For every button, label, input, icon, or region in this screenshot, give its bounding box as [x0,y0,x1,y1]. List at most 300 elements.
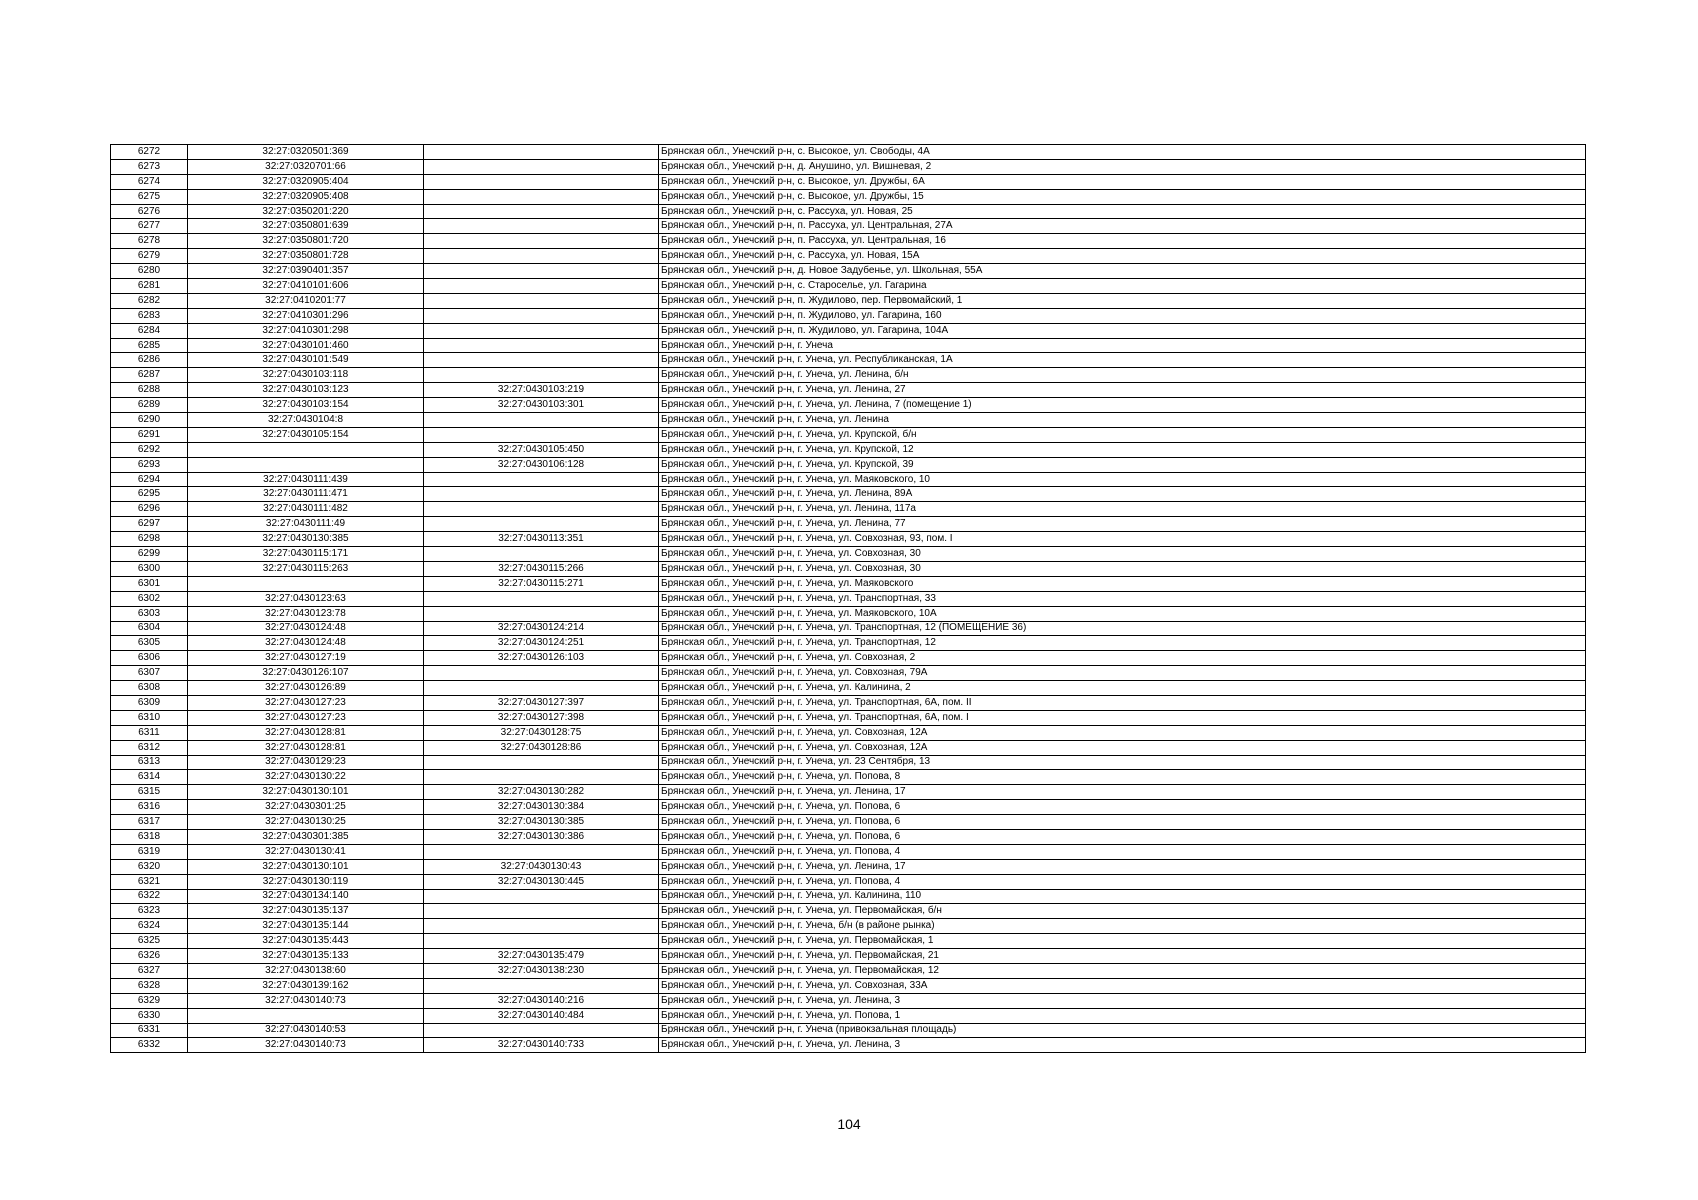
table-row [111,145,1586,160]
address-cell: Брянская обл., Унечский р-н, г. Унеча, ул. Попова, 8 [659,770,1586,785]
linked-cadastral-number-cell [424,755,659,770]
table-row [111,1008,1586,1023]
cadastral-number-cell: 32:27:0430135:137 [188,904,424,919]
address-cell: Брянская обл., Унечский р-н, д. Новое Задубенье, ул. Школьная, 55А [659,264,1586,279]
row-number-cell: 6295 [111,487,188,502]
linked-cadastral-number-cell [424,189,659,204]
row-number-cell: 6321 [111,874,188,889]
address-cell: Брянская обл., Унечский р-н, г. Унеча, б/н (в районе рынка) [659,919,1586,934]
table-row [111,681,1586,696]
address-cell: Брянская обл., Унечский р-н, г. Унеча, ул. Транспортная, 12 (ПОМЕЩЕНИЕ 36) [659,621,1586,636]
table-row [111,204,1586,219]
cadastral-number-cell: 32:27:0320905:404 [188,174,424,189]
row-number-cell: 6307 [111,666,188,681]
cadastral-number-cell: 32:27:0430111:49 [188,517,424,532]
linked-cadastral-number-cell [424,591,659,606]
cadastral-number-cell: 32:27:0430111:439 [188,472,424,487]
cadastral-number-cell: 32:27:0430115:263 [188,561,424,576]
table-row [111,651,1586,666]
cadastral-number-cell [188,1008,424,1023]
table-row [111,815,1586,830]
cadastral-number-cell: 32:27:0430130:101 [188,859,424,874]
table-row [111,919,1586,934]
cadastral-number-cell: 32:27:0430130:22 [188,770,424,785]
linked-cadastral-number-cell [424,487,659,502]
address-cell: Брянская обл., Унечский р-н, г. Унеча, ул. Ленина, 3 [659,1038,1586,1053]
address-cell: Брянская обл., Унечский р-н, п. Рассуха, ул. Центральная, 16 [659,234,1586,249]
table-row [111,174,1586,189]
cadastral-number-cell: 32:27:0430101:460 [188,338,424,353]
row-number-cell: 6288 [111,383,188,398]
cadastral-number-cell: 32:27:0430128:81 [188,725,424,740]
row-number-cell: 6294 [111,472,188,487]
table-row [111,234,1586,249]
cadastral-number-cell: 32:27:0430111:482 [188,502,424,517]
row-number-cell: 6273 [111,159,188,174]
table-row [111,457,1586,472]
cadastral-number-cell: 32:27:0430130:41 [188,844,424,859]
cadastral-number-cell: 32:27:0410301:298 [188,323,424,338]
row-number-cell: 6287 [111,368,188,383]
address-cell: Брянская обл., Унечский р-н, с. Рассуха, ул. Новая, 15А [659,249,1586,264]
linked-cadastral-number-cell [424,770,659,785]
linked-cadastral-number-cell [424,293,659,308]
table-row [111,785,1586,800]
table-row [111,249,1586,264]
address-cell: Брянская обл., Унечский р-н, г. Унеча, ул. Попова, 6 [659,829,1586,844]
cadastral-number-cell: 32:27:0430124:48 [188,636,424,651]
table-row [111,963,1586,978]
address-cell: Брянская обл., Унечский р-н, г. Унеча, ул. Ленина, 17 [659,859,1586,874]
row-number-cell: 6309 [111,695,188,710]
linked-cadastral-number-cell [424,219,659,234]
linked-cadastral-number-cell [424,368,659,383]
table-row [111,740,1586,755]
table-row [111,323,1586,338]
cadastral-number-cell: 32:27:0430103:123 [188,383,424,398]
table-row [111,829,1586,844]
cadastral-number-cell: 32:27:0430135:133 [188,949,424,964]
cadastral-number-cell: 32:27:0430105:154 [188,427,424,442]
table-row [111,874,1586,889]
linked-cadastral-number-cell: 32:27:0430113:351 [424,532,659,547]
linked-cadastral-number-cell: 32:27:0430130:43 [424,859,659,874]
property-register-table [110,144,1586,1053]
row-number-cell: 6280 [111,264,188,279]
address-cell: Брянская обл., Унечский р-н, г. Унеча, ул. Ленина [659,413,1586,428]
address-cell: Брянская обл., Унечский р-н, г. Унеча, ул. Первомайская, б/н [659,904,1586,919]
cadastral-number-cell: 32:27:0430101:549 [188,353,424,368]
address-cell: Брянская обл., Унечский р-н, с. Староселье, ул. Гагарина [659,279,1586,294]
linked-cadastral-number-cell: 32:27:0430115:266 [424,561,659,576]
table-row [111,710,1586,725]
table-row [111,576,1586,591]
cadastral-number-cell: 32:27:0430140:73 [188,993,424,1008]
row-number-cell: 6320 [111,859,188,874]
linked-cadastral-number-cell: 32:27:0430126:103 [424,651,659,666]
address-cell: Брянская обл., Унечский р-н, с. Высокое, ул. Дружбы, 15 [659,189,1586,204]
address-cell: Брянская обл., Унечский р-н, г. Унеча, ул. Попова, 4 [659,874,1586,889]
row-number-cell: 6315 [111,785,188,800]
linked-cadastral-number-cell [424,204,659,219]
linked-cadastral-number-cell [424,517,659,532]
address-cell: Брянская обл., Унечский р-н, г. Унеча, ул. Калинина, 110 [659,889,1586,904]
cadastral-number-cell: 32:27:0430135:144 [188,919,424,934]
cadastral-number-cell: 32:27:0430138:60 [188,963,424,978]
cadastral-number-cell: 32:27:0350801:720 [188,234,424,249]
address-cell: Брянская обл., Унечский р-н, г. Унеча, ул. Попова, 6 [659,815,1586,830]
row-number-cell: 6278 [111,234,188,249]
table-row [111,472,1586,487]
row-number-cell: 6279 [111,249,188,264]
row-number-cell: 6276 [111,204,188,219]
cadastral-number-cell: 32:27:0430126:107 [188,666,424,681]
cadastral-number-cell: 32:27:0430140:53 [188,1023,424,1038]
address-cell: Брянская обл., Унечский р-н, п. Жудилово, ул. Гагарина, 104А [659,323,1586,338]
linked-cadastral-number-cell [424,502,659,517]
linked-cadastral-number-cell [424,547,659,562]
linked-cadastral-number-cell [424,844,659,859]
linked-cadastral-number-cell [424,308,659,323]
table-row [111,725,1586,740]
address-cell: Брянская обл., Унечский р-н, г. Унеча, ул. Маяковского, 10 [659,472,1586,487]
address-cell: Брянская обл., Унечский р-н, г. Унеча, ул. Совхозная, 2 [659,651,1586,666]
cadastral-number-cell: 32:27:0430130:101 [188,785,424,800]
linked-cadastral-number-cell [424,338,659,353]
row-number-cell: 6311 [111,725,188,740]
address-cell: Брянская обл., Унечский р-н, г. Унеча, ул. Ленина, 77 [659,517,1586,532]
address-cell: Брянская обл., Унечский р-н, г. Унеча, ул. Ленина, б/н [659,368,1586,383]
row-number-cell: 6310 [111,710,188,725]
row-number-cell: 6327 [111,963,188,978]
row-number-cell: 6330 [111,1008,188,1023]
table-row [111,695,1586,710]
table-row [111,591,1586,606]
address-cell: Брянская обл., Унечский р-н, г. Унеча, ул. Транспортная, 6А, пом. II [659,695,1586,710]
row-number-cell: 6293 [111,457,188,472]
linked-cadastral-number-cell: 32:27:0430128:86 [424,740,659,755]
table-row [111,159,1586,174]
linked-cadastral-number-cell [424,353,659,368]
address-cell: Брянская обл., Унечский р-н, г. Унеча, ул. Совхозная, 12А [659,725,1586,740]
address-cell: Брянская обл., Унечский р-н, п. Жудилово, ул. Гагарина, 160 [659,308,1586,323]
linked-cadastral-number-cell: 32:27:0430130:385 [424,815,659,830]
linked-cadastral-number-cell [424,919,659,934]
table-row [111,889,1586,904]
cadastral-number-cell: 32:27:0430115:171 [188,547,424,562]
cadastral-number-cell: 32:27:0430135:443 [188,934,424,949]
row-number-cell: 6329 [111,993,188,1008]
row-number-cell: 6299 [111,547,188,562]
table-row [111,800,1586,815]
cadastral-number-cell: 32:27:0430126:89 [188,681,424,696]
table-row [111,606,1586,621]
address-cell: Брянская обл., Унечский р-н, г. Унеча, ул. Транспортная, 12 [659,636,1586,651]
address-cell: Брянская обл., Унечский р-н, г. Унеча, ул. Ленина, 27 [659,383,1586,398]
table-row [111,770,1586,785]
table-row [111,636,1586,651]
table-row [111,1038,1586,1053]
linked-cadastral-number-cell [424,934,659,949]
address-cell: Брянская обл., Унечский р-н, г. Унеча, ул. Ленина, 89А [659,487,1586,502]
address-cell: Брянская обл., Унечский р-н, г. Унеча, ул. Калинина, 2 [659,681,1586,696]
address-cell: Брянская обл., Унечский р-н, г. Унеча, ул. Ленина, 17 [659,785,1586,800]
linked-cadastral-number-cell [424,472,659,487]
address-cell: Брянская обл., Унечский р-н, г. Унеча, ул. Маяковского, 10А [659,606,1586,621]
cadastral-number-cell: 32:27:0430124:48 [188,621,424,636]
address-cell: Брянская обл., Унечский р-н, г. Унеча, ул. Ленина, 117а [659,502,1586,517]
table-body [111,145,1586,1053]
cadastral-number-cell: 32:27:0430130:119 [188,874,424,889]
linked-cadastral-number-cell: 32:27:0430138:230 [424,963,659,978]
cadastral-number-cell: 32:27:0430127:23 [188,710,424,725]
table-row [111,993,1586,1008]
table-row [111,442,1586,457]
cadastral-number-cell: 32:27:0410201:77 [188,293,424,308]
linked-cadastral-number-cell [424,159,659,174]
table-row [111,978,1586,993]
table-row [111,532,1586,547]
address-cell: Брянская обл., Унечский р-н, г. Унеча [659,338,1586,353]
cadastral-number-cell: 32:27:0320701:66 [188,159,424,174]
row-number-cell: 6316 [111,800,188,815]
table-row [111,502,1586,517]
linked-cadastral-number-cell: 32:27:0430130:386 [424,829,659,844]
address-cell: Брянская обл., Унечский р-н, д. Анушино, ул. Вишневая, 2 [659,159,1586,174]
address-cell: Брянская обл., Унечский р-н, с. Высокое, ул. Дружбы, 6А [659,174,1586,189]
cadastral-number-cell: 32:27:0430139:162 [188,978,424,993]
row-number-cell: 6332 [111,1038,188,1053]
cadastral-number-cell [188,442,424,457]
row-number-cell: 6292 [111,442,188,457]
table-row [111,859,1586,874]
linked-cadastral-number-cell: 32:27:0430124:214 [424,621,659,636]
row-number-cell: 6282 [111,293,188,308]
row-number-cell: 6300 [111,561,188,576]
linked-cadastral-number-cell [424,1023,659,1038]
linked-cadastral-number-cell: 32:27:0430124:251 [424,636,659,651]
table-row [111,621,1586,636]
linked-cadastral-number-cell [424,427,659,442]
linked-cadastral-number-cell [424,145,659,160]
cadastral-number-cell: 32:27:0410301:296 [188,308,424,323]
address-cell: Брянская обл., Унечский р-н, г. Унеча, ул. Совхозная, 33А [659,978,1586,993]
row-number-cell: 6305 [111,636,188,651]
row-number-cell: 6324 [111,919,188,934]
linked-cadastral-number-cell: 32:27:0430130:445 [424,874,659,889]
address-cell: Брянская обл., Унечский р-н, г. Унеча, ул. Совхозная, 30 [659,547,1586,562]
address-cell: Брянская обл., Унечский р-н, г. Унеча, ул. Совхозная, 12А [659,740,1586,755]
table-row [111,293,1586,308]
linked-cadastral-number-cell: 32:27:0430106:128 [424,457,659,472]
table-row [111,666,1586,681]
linked-cadastral-number-cell: 32:27:0430127:397 [424,695,659,710]
cadastral-number-cell: 32:27:0350801:639 [188,219,424,234]
address-cell: Брянская обл., Унечский р-н, г. Унеча, ул. Республиканская, 1А [659,353,1586,368]
linked-cadastral-number-cell: 32:27:0430140:216 [424,993,659,1008]
table-row [111,308,1586,323]
table-row [111,561,1586,576]
linked-cadastral-number-cell: 32:27:0430105:450 [424,442,659,457]
address-cell: Брянская обл., Унечский р-н, г. Унеча, ул. Попова, 4 [659,844,1586,859]
row-number-cell: 6308 [111,681,188,696]
row-number-cell: 6322 [111,889,188,904]
row-number-cell: 6291 [111,427,188,442]
cadastral-number-cell: 32:27:0430130:25 [188,815,424,830]
row-number-cell: 6272 [111,145,188,160]
linked-cadastral-number-cell [424,413,659,428]
row-number-cell: 6286 [111,353,188,368]
row-number-cell: 6317 [111,815,188,830]
address-cell: Брянская обл., Унечский р-н, г. Унеча, ул. Ленина, 3 [659,993,1586,1008]
table-row [111,189,1586,204]
address-cell: Брянская обл., Унечский р-н, г. Унеча, ул. Совхозная, 30 [659,561,1586,576]
row-number-cell: 6290 [111,413,188,428]
row-number-cell: 6285 [111,338,188,353]
linked-cadastral-number-cell [424,249,659,264]
linked-cadastral-number-cell [424,606,659,621]
address-cell: Брянская обл., Унечский р-н, г. Унеча, ул. Попова, 1 [659,1008,1586,1023]
linked-cadastral-number-cell [424,889,659,904]
table-row [111,949,1586,964]
linked-cadastral-number-cell: 32:27:0430140:733 [424,1038,659,1053]
table-row [111,517,1586,532]
cadastral-number-cell: 32:27:0430127:23 [188,695,424,710]
table-row [111,755,1586,770]
row-number-cell: 6275 [111,189,188,204]
table-row [111,904,1586,919]
row-number-cell: 6302 [111,591,188,606]
address-cell: Брянская обл., Унечский р-н, г. Унеча, ул. Маяковского [659,576,1586,591]
table-row [111,383,1586,398]
table-row [111,398,1586,413]
cadastral-number-cell: 32:27:0390401:357 [188,264,424,279]
address-cell: Брянская обл., Унечский р-н, г. Унеча, ул. Попова, 6 [659,800,1586,815]
table-row [111,219,1586,234]
cadastral-number-cell: 32:27:0430301:25 [188,800,424,815]
address-cell: Брянская обл., Унечский р-н, с. Высокое, ул. Свободы, 4А [659,145,1586,160]
cadastral-number-cell: 32:27:0430123:63 [188,591,424,606]
cadastral-number-cell: 32:27:0430111:471 [188,487,424,502]
address-cell: Брянская обл., Унечский р-н, г. Унеча, ул. Совхозная, 93, пом. I [659,532,1586,547]
cadastral-number-cell: 32:27:0430103:118 [188,368,424,383]
linked-cadastral-number-cell [424,234,659,249]
linked-cadastral-number-cell: 32:27:0430135:479 [424,949,659,964]
address-cell: Брянская обл., Унечский р-н, г. Унеча, ул. Первомайская, 12 [659,963,1586,978]
row-number-cell: 6319 [111,844,188,859]
address-cell: Брянская обл., Унечский р-н, г. Унеча (привокзальная площадь) [659,1023,1586,1038]
row-number-cell: 6328 [111,978,188,993]
linked-cadastral-number-cell [424,264,659,279]
address-cell: Брянская обл., Унечский р-н, г. Унеча, ул. Крупской, 12 [659,442,1586,457]
table-row [111,264,1586,279]
linked-cadastral-number-cell: 32:27:0430115:271 [424,576,659,591]
address-cell: Брянская обл., Унечский р-н, г. Унеча, ул. Совхозная, 79А [659,666,1586,681]
cadastral-number-cell: 32:27:0430127:19 [188,651,424,666]
address-cell: Брянская обл., Унечский р-н, г. Унеча, ул. Ленина, 7 (помещение 1) [659,398,1586,413]
cadastral-number-cell: 32:27:0410101:606 [188,279,424,294]
row-number-cell: 6331 [111,1023,188,1038]
linked-cadastral-number-cell: 32:27:0430130:282 [424,785,659,800]
table-row [111,934,1586,949]
address-cell: Брянская обл., Унечский р-н, с. Рассуха, ул. Новая, 25 [659,204,1586,219]
table-row [111,413,1586,428]
address-cell: Брянская обл., Унечский р-н, г. Унеча, ул. Крупской, 39 [659,457,1586,472]
linked-cadastral-number-cell: 32:27:0430128:75 [424,725,659,740]
cadastral-number-cell: 32:27:0430104:8 [188,413,424,428]
linked-cadastral-number-cell: 32:27:0430140:484 [424,1008,659,1023]
row-number-cell: 6296 [111,502,188,517]
table-row [111,487,1586,502]
table-row [111,427,1586,442]
address-cell: Брянская обл., Унечский р-н, г. Унеча, ул. 23 Сентября, 13 [659,755,1586,770]
table-row [111,279,1586,294]
row-number-cell: 6306 [111,651,188,666]
cadastral-number-cell: 32:27:0430103:154 [188,398,424,413]
row-number-cell: 6304 [111,621,188,636]
row-number-cell: 6281 [111,279,188,294]
address-cell: Брянская обл., Унечский р-н, г. Унеча, ул. Транспортная, 6А, пом. I [659,710,1586,725]
cadastral-number-cell: 32:27:0430128:81 [188,740,424,755]
cadastral-number-cell: 32:27:0430129:23 [188,755,424,770]
table-row [111,353,1586,368]
linked-cadastral-number-cell: 32:27:0430103:301 [424,398,659,413]
row-number-cell: 6312 [111,740,188,755]
cadastral-number-cell [188,576,424,591]
address-cell: Брянская обл., Унечский р-н, п. Жудилово, пер. Первомайский, 1 [659,293,1586,308]
cadastral-number-cell: 32:27:0430140:73 [188,1038,424,1053]
row-number-cell: 6303 [111,606,188,621]
page-number: 104 [837,1116,861,1132]
linked-cadastral-number-cell [424,904,659,919]
row-number-cell: 6313 [111,755,188,770]
table-row [111,338,1586,353]
cadastral-number-cell: 32:27:0430301:385 [188,829,424,844]
table-row [111,547,1586,562]
linked-cadastral-number-cell: 32:27:0430130:384 [424,800,659,815]
table-row [111,1023,1586,1038]
cadastral-number-cell: 32:27:0320905:408 [188,189,424,204]
cadastral-number-cell: 32:27:0430134:140 [188,889,424,904]
table-row [111,844,1586,859]
row-number-cell: 6301 [111,576,188,591]
address-cell: Брянская обл., Унечский р-н, г. Унеча, ул. Транспортная, 33 [659,591,1586,606]
linked-cadastral-number-cell [424,681,659,696]
linked-cadastral-number-cell [424,978,659,993]
table-row [111,368,1586,383]
cadastral-number-cell: 32:27:0350801:728 [188,249,424,264]
cadastral-number-cell: 32:27:0320501:369 [188,145,424,160]
address-cell: Брянская обл., Унечский р-н, п. Рассуха, ул. Центральная, 27А [659,219,1586,234]
row-number-cell: 6318 [111,829,188,844]
address-cell: Брянская обл., Унечский р-н, г. Унеча, ул. Крупской, б/н [659,427,1586,442]
linked-cadastral-number-cell [424,174,659,189]
row-number-cell: 6314 [111,770,188,785]
row-number-cell: 6289 [111,398,188,413]
row-number-cell: 6297 [111,517,188,532]
row-number-cell: 6283 [111,308,188,323]
address-cell: Брянская обл., Унечский р-н, г. Унеча, ул. Первомайская, 1 [659,934,1586,949]
cadastral-number-cell: 32:27:0430130:385 [188,532,424,547]
row-number-cell: 6284 [111,323,188,338]
row-number-cell: 6277 [111,219,188,234]
address-cell: Брянская обл., Унечский р-н, г. Унеча, ул. Первомайская, 21 [659,949,1586,964]
linked-cadastral-number-cell [424,666,659,681]
cadastral-number-cell: 32:27:0350201:220 [188,204,424,219]
cadastral-number-cell [188,457,424,472]
linked-cadastral-number-cell: 32:27:0430127:398 [424,710,659,725]
row-number-cell: 6325 [111,934,188,949]
